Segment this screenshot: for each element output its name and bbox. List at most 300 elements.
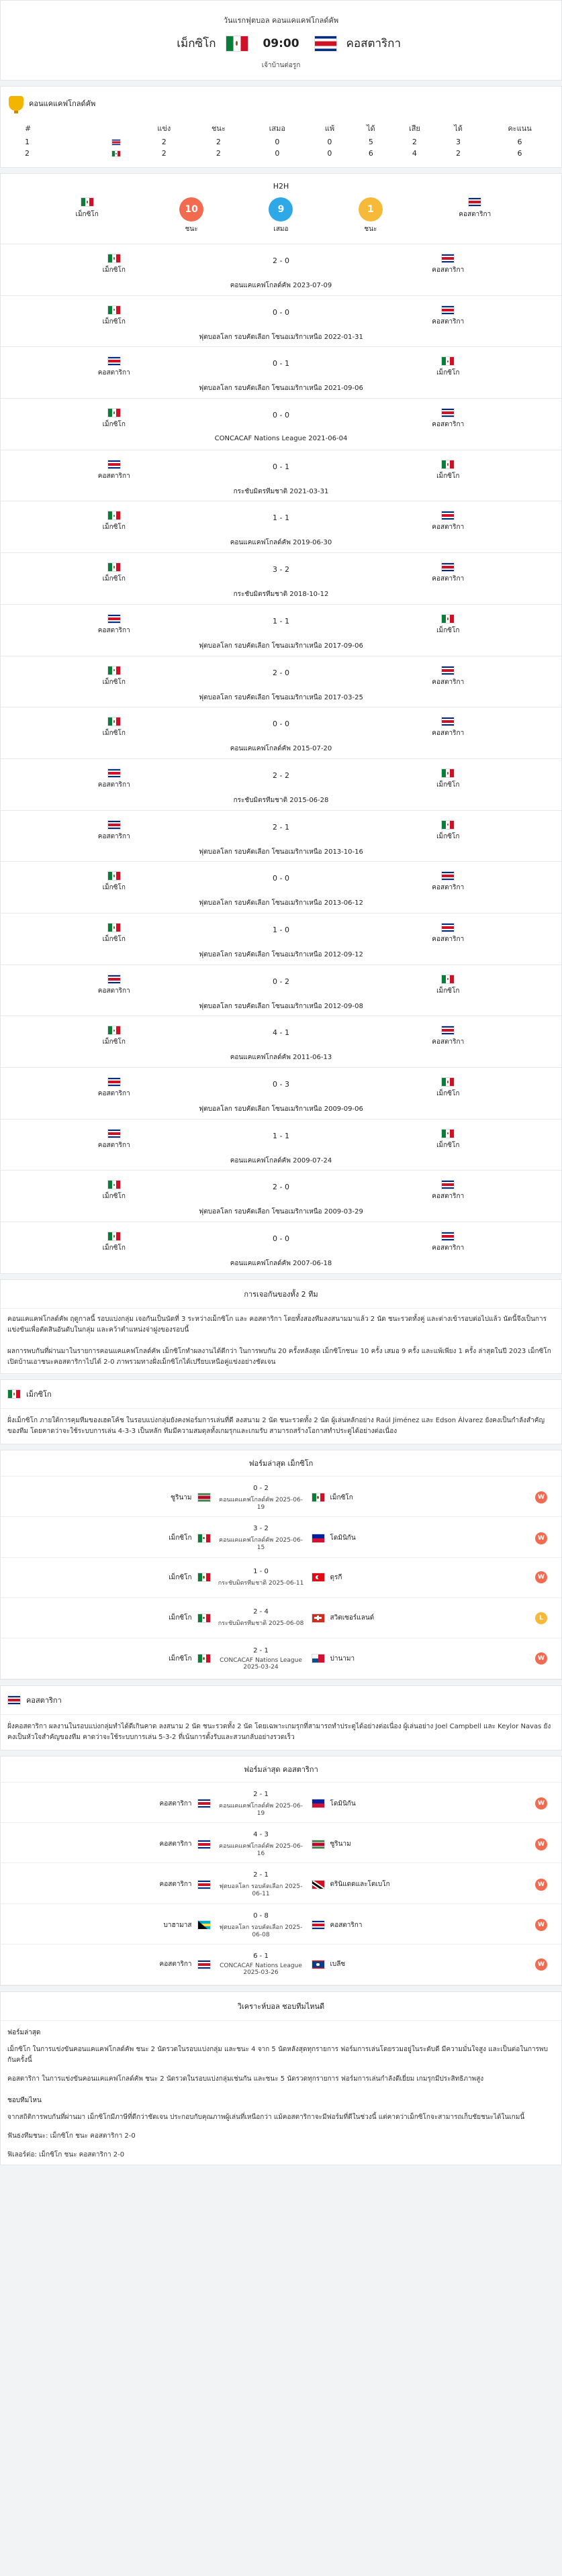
h2h-match-home[interactable] xyxy=(1,305,228,327)
form-date: คอนแคแคฟโกลด์คัพ 2025-06-19 xyxy=(219,1496,303,1511)
h2h-match-row[interactable] xyxy=(1,244,561,295)
team-flag-icon xyxy=(441,975,455,984)
prediction-paragraph-3: จากสถิติการพบกันที่ผ่านมา เม็กซิโกมีภาษีที่ดีกว่าชัดเจน ประกอบกับคุณภาพผู้เล่นที่เหนือกว่า แม้คอสตาริกาจะมีฟอร์มที่ดีในช่วงนี้ แต่คาดว่าเม็กซิโกจะสามารถเก็บชัยชนะได้ในเกมนี้ xyxy=(7,2113,525,2121)
team-flag-icon xyxy=(107,769,121,778)
match-status: เจ้าบ้านต่อรูก xyxy=(261,62,301,69)
team-flag-icon xyxy=(107,1232,121,1241)
team-flag-icon xyxy=(107,923,121,932)
h2h-match-home-name: เม็กซิโก xyxy=(102,935,126,943)
h2h-match-score: 1 - 1 xyxy=(273,616,289,626)
h2h-match-home-name: คอสตาริกา xyxy=(97,1090,130,1097)
analysis-paragraph-1: คอนแคแคฟโกลด์คัพ ฤดูกาลนี้ รอบแบ่งกลุ่ม เจอกันเป็นนัดที่ 3 ระหว่างเม็กซิโก และ คอสตาริกา โดยทั้งสองทีมลงสนามมาแล้ว 2 นัด ชนะรวดทั้งคู่ และต่างเข้ารอบต่อไปแล้ว นัดนี้จึงเป็นการแข่งขันเพื่อตัดสินอันดับในกลุ่ม และคว้าตำแหน่งจ่าฝูงของรอบนี้ xyxy=(7,1315,547,1334)
h2h-match-home-name: เม็กซิโก xyxy=(102,884,126,892)
match-header xyxy=(0,0,562,81)
h2h-match-away[interactable] xyxy=(335,562,562,584)
form-score: 2 - 1 xyxy=(253,1790,269,1798)
prediction-pick: ฟันธงทีมชนะ: เม็กซิโก ชนะ คอสตาริกา 2-0 xyxy=(7,2132,136,2140)
h2h-match-row[interactable] xyxy=(1,707,561,758)
form-row[interactable] xyxy=(1,1558,561,1598)
costarica-form-list xyxy=(1,1783,561,1985)
team-flag-icon xyxy=(312,1614,325,1623)
h2h-wins-count: 10 xyxy=(179,197,203,221)
form-away-name: เบลีซ xyxy=(330,1961,346,1969)
h2h-match-score: 2 - 2 xyxy=(273,771,289,780)
form-away[interactable] xyxy=(305,1613,522,1623)
h2h-match-away[interactable] xyxy=(335,614,562,636)
h2h-match-away-name: คอสตาริกา xyxy=(432,1193,465,1201)
team-flag-icon xyxy=(441,254,455,263)
h2h-match-row[interactable] xyxy=(1,450,561,501)
h2h-match-away-name: คอสตาริกา xyxy=(432,317,465,326)
team-flag-icon xyxy=(441,820,455,830)
standings-header-cell: แพ้ xyxy=(324,124,335,133)
team-flag-icon xyxy=(312,1799,325,1808)
form-home[interactable] xyxy=(1,1493,218,1503)
mexico-form-list xyxy=(1,1477,561,1679)
form-score: 4 - 3 xyxy=(253,1831,269,1839)
team-flag-icon xyxy=(441,871,455,881)
mexico-flag-icon xyxy=(81,197,94,207)
h2h-match-away[interactable] xyxy=(335,975,562,996)
h2h-match-row[interactable] xyxy=(1,1119,561,1171)
team-flag-icon xyxy=(441,666,455,675)
prediction-card xyxy=(0,1991,562,2165)
h2h-match-score: 1 - 1 xyxy=(273,1131,289,1140)
result-badge: W xyxy=(535,1879,547,1891)
form-away-name: เม็กซิโก xyxy=(330,1493,353,1501)
team-flag-icon xyxy=(197,1654,211,1663)
costarica-flag-icon xyxy=(468,197,481,207)
form-home[interactable] xyxy=(1,1533,218,1543)
standings-cell: 0 xyxy=(275,149,280,158)
h2h-match-away[interactable] xyxy=(335,254,562,275)
team-flag-icon xyxy=(107,666,121,675)
h2h-match-row[interactable] xyxy=(1,604,561,656)
form-middle xyxy=(218,1608,305,1628)
h2h-match-away-name: คอสตาริกา xyxy=(432,730,465,738)
h2h-match-home[interactable] xyxy=(1,1232,228,1253)
costarica-flag-icon xyxy=(7,1695,21,1705)
h2h-match-row[interactable] xyxy=(1,758,561,810)
h2h-match-competition: กระชับมิตรทีมชาติ 2021-03-31 xyxy=(233,487,329,495)
h2h-match-row[interactable] xyxy=(1,552,561,604)
h2h-match-home-name: เม็กซิโก xyxy=(102,524,126,532)
team-flag-icon xyxy=(312,1880,325,1889)
h2h-match-competition: ฟุตบอลโลก รอบคัดเลือก โซนอเมริกาเหนือ 2013-06-12 xyxy=(199,899,363,907)
h2h-match-row[interactable] xyxy=(1,656,561,707)
h2h-match-away[interactable] xyxy=(335,717,562,738)
h2h-match-away-name: เม็กซิโก xyxy=(436,369,460,377)
h2h-match-away[interactable] xyxy=(335,1180,562,1201)
form-away-name: โดมินิกัน xyxy=(330,1799,356,1807)
form-date: ฟุตบอลโลก รอบคัดเลือก 2025-06-11 xyxy=(219,1883,303,1898)
form-middle xyxy=(218,1791,305,1817)
result-badge: L xyxy=(535,1612,547,1624)
h2h-match-away[interactable] xyxy=(335,1129,562,1150)
form-date: CONCACAF Nations League 2025-03-24 xyxy=(220,1656,302,1671)
h2h-match-competition: ฟุตบอลโลก รอบคัดเลือก โซนอเมริกาเหนือ 2021-09-06 xyxy=(199,385,363,393)
h2h-match-row[interactable] xyxy=(1,1067,561,1119)
form-result xyxy=(521,1879,561,1891)
form-row[interactable] xyxy=(1,1638,561,1679)
form-away[interactable] xyxy=(305,1533,522,1543)
costarica-name: คอสตาริกา xyxy=(26,1695,62,1705)
h2h-match-away-name: เม็กซิโก xyxy=(436,781,460,789)
h2h-match-competition: CONCACAF Nations League 2021-06-04 xyxy=(214,435,348,443)
form-away[interactable] xyxy=(305,1959,522,1969)
result-badge: W xyxy=(535,1571,547,1583)
h2h-match-away-name: คอสตาริกา xyxy=(432,266,465,274)
h2h-match-competition: คอนแคแคฟโกลด์คัพ 2019-06-30 xyxy=(230,539,332,547)
form-away[interactable] xyxy=(305,1839,522,1849)
form-middle xyxy=(218,1485,305,1511)
h2h-match-away[interactable] xyxy=(335,923,562,944)
h2h-match-teams xyxy=(1,717,561,738)
h2h-match-away[interactable] xyxy=(335,460,562,481)
standings-cell: 0 xyxy=(327,138,332,146)
team-flag-icon xyxy=(107,975,121,984)
team-flag-icon xyxy=(441,769,455,778)
standings-cell: 0 xyxy=(327,149,332,158)
standings-header-cell: ได้ xyxy=(454,124,463,133)
h2h-match-home-name: คอสตาริกา xyxy=(97,987,130,995)
mexico-heading xyxy=(1,1380,561,1409)
h2h-match-score: 0 - 0 xyxy=(273,720,289,729)
team-flag-icon xyxy=(441,1026,455,1035)
h2h-match-home[interactable] xyxy=(1,975,228,996)
team-flag-icon xyxy=(107,820,121,830)
h2h-match-home[interactable] xyxy=(1,356,228,378)
h2h-match-away[interactable] xyxy=(335,1026,562,1047)
standings-header-cell: เสมอ xyxy=(269,124,286,133)
form-row[interactable] xyxy=(1,1904,561,1944)
form-row[interactable] xyxy=(1,1783,561,1823)
h2h-match-teams xyxy=(1,254,561,275)
team-flag-icon xyxy=(107,254,121,263)
team-flag-icon xyxy=(312,1573,325,1582)
team-flag-icon xyxy=(197,1493,211,1502)
h2h-match-competition: คอนแคแคฟโกลด์คัพ 2023-07-09 xyxy=(230,282,332,289)
standings-row[interactable] xyxy=(1,136,561,148)
h2h-match-row[interactable] xyxy=(1,295,561,347)
analysis-title: การเจอกันของทั้ง 2 ทีม xyxy=(1,1280,561,1309)
h2h-draws-count: 9 xyxy=(269,197,293,221)
h2h-match-competition: ฟุตบอลโลก รอบคัดเลือก โซนอเมริกาเหนือ 2022-01-31 xyxy=(199,333,363,341)
h2h-match-home[interactable] xyxy=(1,562,228,584)
h2h-match-home[interactable] xyxy=(1,923,228,944)
standings-row[interactable] xyxy=(1,148,561,159)
team-flag-icon xyxy=(441,511,455,520)
h2h-match-row[interactable] xyxy=(1,398,561,450)
standings-header-cell: คะแนน xyxy=(508,124,532,133)
form-home[interactable] xyxy=(1,1573,218,1583)
h2h-match-teams xyxy=(1,1180,561,1201)
h2h-match-score: 3 - 2 xyxy=(273,565,289,575)
team-flag-icon xyxy=(312,1840,325,1849)
standings-cell: 2 xyxy=(161,149,167,158)
team-flag-icon xyxy=(197,1799,211,1808)
h2h-match-score: 2 - 1 xyxy=(273,822,289,832)
h2h-match-score: 0 - 0 xyxy=(273,411,289,420)
h2h-match-row[interactable] xyxy=(1,346,561,398)
team-flag-icon xyxy=(441,562,455,572)
h2h-match-away-name: เม็กซิโก xyxy=(436,472,460,480)
form-date: คอนแคแคฟโกลด์คัพ 2025-06-15 xyxy=(219,1537,303,1552)
standings-cell: 2 xyxy=(412,138,417,146)
costarica-flag-icon xyxy=(111,139,121,146)
form-away[interactable] xyxy=(305,1920,522,1930)
h2h-match-teams xyxy=(1,1077,561,1099)
form-result xyxy=(521,1959,561,1971)
form-score: 0 - 2 xyxy=(253,1484,269,1492)
form-date: กระชับมิตรทีมชาติ 2025-06-11 xyxy=(218,1579,304,1587)
h2h-match-away[interactable] xyxy=(335,769,562,790)
h2h-match-away-name: คอสตาริกา xyxy=(432,575,465,583)
form-score: 1 - 0 xyxy=(253,1567,269,1575)
h2h-match-home[interactable] xyxy=(1,1026,228,1047)
form-away[interactable] xyxy=(305,1654,522,1664)
h2h-match-home[interactable] xyxy=(1,820,228,842)
h2h-match-teams xyxy=(1,666,561,687)
analysis-card xyxy=(0,1279,562,1374)
team-flag-icon xyxy=(441,717,455,726)
standings-cell: 2 xyxy=(216,149,221,158)
standings-cell: 2 xyxy=(25,149,30,158)
result-badge: W xyxy=(535,1652,547,1665)
team-flag-icon xyxy=(107,1077,121,1087)
form-away[interactable] xyxy=(305,1493,522,1503)
form-home[interactable] xyxy=(1,1879,218,1889)
h2h-match-teams xyxy=(1,769,561,790)
h2h-match-home[interactable] xyxy=(1,460,228,481)
h2h-match-teams xyxy=(1,820,561,842)
standings-cell: 3 xyxy=(456,138,461,146)
h2h-match-home[interactable] xyxy=(1,666,228,687)
prediction-title: วิเคราะห์บอล ชอบทีมไหนดี xyxy=(1,1992,561,2021)
standings-table xyxy=(1,120,561,159)
form-score: 6 - 1 xyxy=(253,1952,269,1961)
result-badge: W xyxy=(535,1919,547,1931)
h2h-draws xyxy=(269,197,293,234)
team-flag-icon xyxy=(441,1129,455,1138)
h2h-match-row[interactable] xyxy=(1,810,561,862)
form-away-name: สวิตเซอร์แลนด์ xyxy=(330,1614,375,1622)
form-score: 2 - 1 xyxy=(253,1646,269,1654)
h2h-match-away-name: เม็กซิโก xyxy=(436,626,460,634)
h2h-match-row[interactable] xyxy=(1,861,561,913)
form-score: 2 - 1 xyxy=(253,1871,269,1879)
costarica-form-card xyxy=(0,1756,562,1986)
h2h-match-away[interactable] xyxy=(335,820,562,842)
h2h-match-row[interactable] xyxy=(1,1015,561,1067)
form-away[interactable] xyxy=(305,1573,522,1583)
form-row[interactable] xyxy=(1,1944,561,1985)
standings-header-cell: # xyxy=(25,123,32,133)
h2h-match-teams xyxy=(1,871,561,893)
h2h-match-score: 0 - 1 xyxy=(273,462,289,471)
form-middle xyxy=(218,1871,305,1897)
standings-cell: 5 xyxy=(368,138,373,146)
h2h-match-competition: ฟุตบอลโลก รอบคัดเลือก โซนอเมริกาเหนือ 2012-09-12 xyxy=(199,950,363,958)
form-home[interactable] xyxy=(1,1654,218,1664)
h2h-match-row[interactable] xyxy=(1,501,561,552)
team-flag-icon xyxy=(441,356,455,366)
h2h-match-teams xyxy=(1,305,561,327)
team-flag-icon xyxy=(441,408,455,417)
h2h-match-home[interactable] xyxy=(1,408,228,430)
form-row[interactable] xyxy=(1,1477,561,1517)
form-away[interactable] xyxy=(305,1799,522,1809)
h2h-match-home[interactable] xyxy=(1,511,228,532)
h2h-match-row[interactable] xyxy=(1,1222,561,1273)
h2h-summary xyxy=(1,197,561,244)
team-flag-icon xyxy=(312,1960,325,1969)
form-result xyxy=(521,1838,561,1850)
h2h-match-score: 0 - 0 xyxy=(273,1234,289,1244)
form-middle xyxy=(218,1912,305,1938)
h2h-match-home[interactable] xyxy=(1,1129,228,1150)
h2h-match-away-name: เม็กซิโก xyxy=(436,1090,460,1097)
h2h-match-home[interactable] xyxy=(1,614,228,636)
team-flag-icon xyxy=(107,511,121,520)
h2h-match-away[interactable] xyxy=(335,356,562,378)
prediction-paragraph-2: คอสตาริกา ในการแข่งขันคอนแคแคฟโกลด์คัพ ชนะ 2 นัดรวดในรอบแบ่งกลุ่มเช่นกัน และชนะ 5 นัดรวดทุกรายการ ฟอร์มการเล่นกำลังดีเยี่ยม เกมรุกมีประสิทธิภาพสูง xyxy=(7,2075,484,2083)
form-row[interactable] xyxy=(1,1598,561,1638)
prediction-score: ฟิเลอร์ต่อ: เม็กซิโก ชนะ คอสตาริกา 2-0 xyxy=(7,2150,125,2159)
h2h-match-home[interactable] xyxy=(1,717,228,738)
form-away-name: ปานามา xyxy=(330,1654,355,1663)
h2h-match-away[interactable] xyxy=(335,666,562,687)
costarica-form-title: ฟอร์มล่าสุด คอสตาริกา xyxy=(1,1756,561,1783)
standings-cell: 6 xyxy=(517,138,522,146)
form-row[interactable] xyxy=(1,1517,561,1557)
form-home-name: เม็กซิโก xyxy=(169,1573,192,1581)
form-result xyxy=(521,1612,561,1624)
h2h-match-teams xyxy=(1,511,561,532)
away-team-name[interactable]: คอสตาริกา xyxy=(346,37,402,50)
team-flag-icon xyxy=(107,871,121,881)
h2h-match-away[interactable] xyxy=(335,1077,562,1099)
mexico-text: ฝั่งเม็กซิโก ภายใต้การคุมทีมของเฮดโค้ช ในรอบแบ่งกลุ่มยังคงฟอร์มการเล่นที่ดี ลงสนาม 2 นัด ชนะรวดทั้ง 2 นัด ผู้เล่นหลักอย่าง Raúl Jiménez และ Edson Álvarez ยังคงเป็นกำลังสำคัญของทีม โดยคาดว่าจะใช้ระบบการเล่น 4-3-3 เป็นหลัก ทีมมีความสมดุลทั้งเกมรุกและเกมรับ สามารถสร้างโอกาสทำประตูได้อย่างต่อเนื่อง xyxy=(7,1416,545,1435)
team-flag-icon xyxy=(441,305,455,315)
h2h-match-away[interactable] xyxy=(335,408,562,430)
team-flag-icon xyxy=(107,717,121,726)
h2h-wins-label: ชนะ xyxy=(185,226,198,233)
h2h-match-row[interactable] xyxy=(1,913,561,964)
h2h-match-teams xyxy=(1,562,561,584)
h2h-match-competition: ฟุตบอลโลก รอบคัดเลือก โซนอเมริกาเหนือ 2009-09-06 xyxy=(199,1105,363,1113)
h2h-match-competition: คอนแคแคฟโกลด์คัพ 2009-07-24 xyxy=(230,1156,332,1165)
away-flag-icon xyxy=(314,36,337,52)
h2h-match-home[interactable] xyxy=(1,254,228,275)
h2h-match-home-name: เม็กซิโก xyxy=(102,575,126,583)
mexico-form-card xyxy=(0,1450,562,1680)
standings-cell: 6 xyxy=(368,149,373,158)
team-flag-icon xyxy=(197,1960,211,1969)
h2h-losses-count: 1 xyxy=(359,197,383,221)
h2h-away-name: คอสตาริกา xyxy=(459,211,491,218)
form-middle xyxy=(218,1831,305,1857)
result-badge: W xyxy=(535,1797,547,1810)
h2h-match-home[interactable] xyxy=(1,871,228,893)
kickoff-time: 09:00 xyxy=(263,36,299,50)
form-result xyxy=(521,1919,561,1931)
form-date: ฟุตบอลโลก รอบคัดเลือก 2025-06-08 xyxy=(219,1924,303,1938)
team-flag-icon xyxy=(312,1654,325,1663)
h2h-match-away[interactable] xyxy=(335,1232,562,1253)
h2h-away xyxy=(448,197,502,219)
h2h-match-row[interactable] xyxy=(1,1170,561,1222)
h2h-match-home-name: คอสตาริกา xyxy=(97,781,130,789)
prediction-subtitle-form: ฟอร์มล่าสุด xyxy=(7,2028,41,2036)
standings-cell: 1 xyxy=(25,138,30,146)
h2h-match-away[interactable] xyxy=(335,511,562,532)
home-team-name[interactable]: เม็กซิโก xyxy=(177,37,216,50)
h2h-match-home[interactable] xyxy=(1,1180,228,1201)
costarica-text: ฝั่งคอสตาริกา ผลงานในรอบแบ่งกลุ่มทำได้ดีเกินคาด ลงสนาม 2 นัด ชนะรวดทั้ง 2 นัด โดยเฉพาะเกมรุกที่สามารถทำประตูได้อย่างต่อเนื่อง ผู้เล่นอย่าง Joel Campbell และ Keylor Navas ยังคงเป็นหัวใจสำคัญของทีม คาดว่าจะใช้ระบบการเล่น 5-3-2 ที่เน้นการตั้งรับและสวนกลับอย่างรวดเร็ว xyxy=(7,1722,551,1741)
h2h-match-score: 2 - 0 xyxy=(273,256,289,265)
match-row xyxy=(1,34,561,52)
standings-header-cell xyxy=(95,120,138,136)
h2h-match-away-name: เม็กซิโก xyxy=(436,1141,460,1149)
h2h-match-home[interactable] xyxy=(1,769,228,790)
h2h-match-away-name: คอสตาริกา xyxy=(432,884,465,892)
team-flag-icon xyxy=(107,305,121,315)
h2h-match-competition: คอนแคแคฟโกลด์คัพ 2007-06-18 xyxy=(230,1260,332,1268)
form-home[interactable] xyxy=(1,1959,218,1969)
form-row[interactable] xyxy=(1,1823,561,1863)
h2h-match-teams xyxy=(1,975,561,996)
form-date: คอนแคแคฟโกลด์คัพ 2025-06-16 xyxy=(219,1843,303,1858)
h2h-match-competition: ฟุตบอลโลก รอบคัดเลือก โซนอเมริกาเหนือ 2017-09-06 xyxy=(199,642,363,650)
h2h-match-competition: ฟุตบอลโลก รอบคัดเลือก โซนอเมริกาเหนือ 2013-10-16 xyxy=(199,848,363,856)
h2h-match-home-name: เม็กซิโก xyxy=(102,678,126,686)
form-away[interactable] xyxy=(305,1879,522,1889)
form-row[interactable] xyxy=(1,1863,561,1903)
h2h-match-away[interactable] xyxy=(335,871,562,893)
team-flag-icon xyxy=(107,460,121,469)
h2h-match-row[interactable] xyxy=(1,964,561,1016)
h2h-match-home-name: เม็กซิโก xyxy=(102,317,126,326)
form-result xyxy=(521,1797,561,1810)
form-home[interactable] xyxy=(1,1839,218,1849)
h2h-match-home-name: เม็กซิโก xyxy=(102,730,126,738)
h2h-match-competition: คอนแคแคฟโกลด์คัพ 2015-07-20 xyxy=(230,745,332,753)
form-date: กระชับมิตรทีมชาติ 2025-06-08 xyxy=(218,1620,304,1628)
mexico-card xyxy=(0,1379,562,1444)
form-middle xyxy=(218,1952,305,1976)
team-flag-icon xyxy=(441,1180,455,1189)
h2h-match-score: 0 - 3 xyxy=(273,1080,289,1089)
standings-title xyxy=(1,87,561,120)
h2h-match-away-name: เม็กซิโก xyxy=(436,987,460,995)
form-home[interactable] xyxy=(1,1613,218,1623)
form-home-name: เม็กซิโก xyxy=(169,1654,192,1663)
team-flag-icon xyxy=(312,1920,325,1930)
form-home[interactable] xyxy=(1,1920,218,1930)
h2h-match-home[interactable] xyxy=(1,1077,228,1099)
standings-header-cell: ชนะ xyxy=(211,124,226,133)
h2h-match-score: 2 - 0 xyxy=(273,668,289,677)
form-score: 3 - 2 xyxy=(253,1525,269,1533)
trophy-icon xyxy=(9,96,24,111)
form-score: 0 - 8 xyxy=(253,1912,269,1920)
form-home[interactable] xyxy=(1,1799,218,1809)
h2h-match-away[interactable] xyxy=(335,305,562,327)
analysis-paragraph-2: ผลการพบกันที่ผ่านมาในรายการคอนแคแคฟโกลด์คัพ เม็กซิโกทำผลงานได้ดีกว่า ในการพบกัน 20 ครั้งหลังสุด เม็กซิโกชนะ 10 ครั้ง เสมอ 9 ครั้ง และแพ้เพียง 1 ครั้ง ล่าสุดในปี 2023 เม็กซิโกเปิดบ้านเอาชนะคอสตาริกาไปได้ 2-0 ภาพรวมทางฝั่งเม็กซิโกได้เปรียบเหนือคู่แข่งอย่างชัดเจน xyxy=(7,1347,551,1366)
standings-title-text: คอนแคแคฟโกลด์คัพ xyxy=(29,99,96,108)
standings-flag-cell xyxy=(95,148,138,159)
